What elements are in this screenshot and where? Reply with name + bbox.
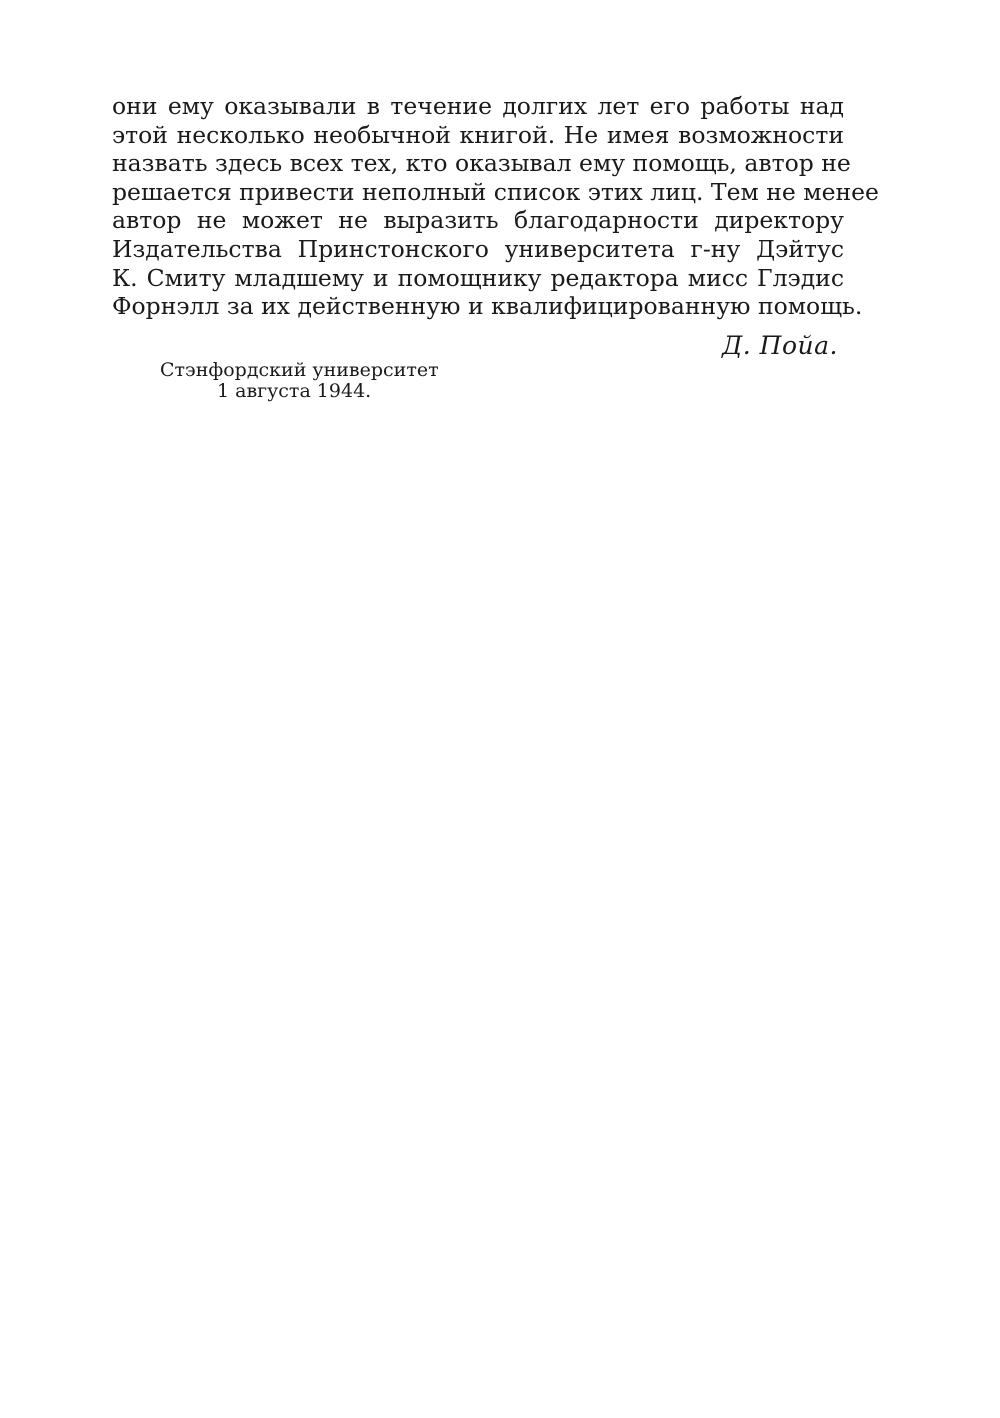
paragraph-line: они ему оказывали в течение долгих лет его работы над [112, 92, 844, 120]
paragraph-line: этой несколько необычной книгой. Не имея возможности [112, 120, 844, 149]
place-line: Стэнфордский университет [160, 359, 439, 381]
paragraph-line: назвать здесь всех тех, кто оказывал ему помощь, автор не [112, 149, 851, 178]
author-signature: Д. Пойа. [721, 331, 838, 360]
paragraph-line: автор не может не выразить благодарности директору [112, 206, 844, 235]
paragraph-line: Издательства Принстонского университета г-ну Дэйтус [112, 234, 844, 263]
body-paragraph [112, 92, 879, 321]
paragraph-line: К. Смиту младшему и помощнику редактора мисс Глэдис [112, 263, 844, 292]
place-and-date [160, 360, 440, 402]
paragraph-line: решается привести неполный список этих лиц. Тем не менее [112, 177, 879, 206]
date-line: 1 августа 1944. [217, 380, 372, 402]
paragraph-line: Форнэлл за их действенную и квалифицированную помощь. [112, 292, 863, 321]
